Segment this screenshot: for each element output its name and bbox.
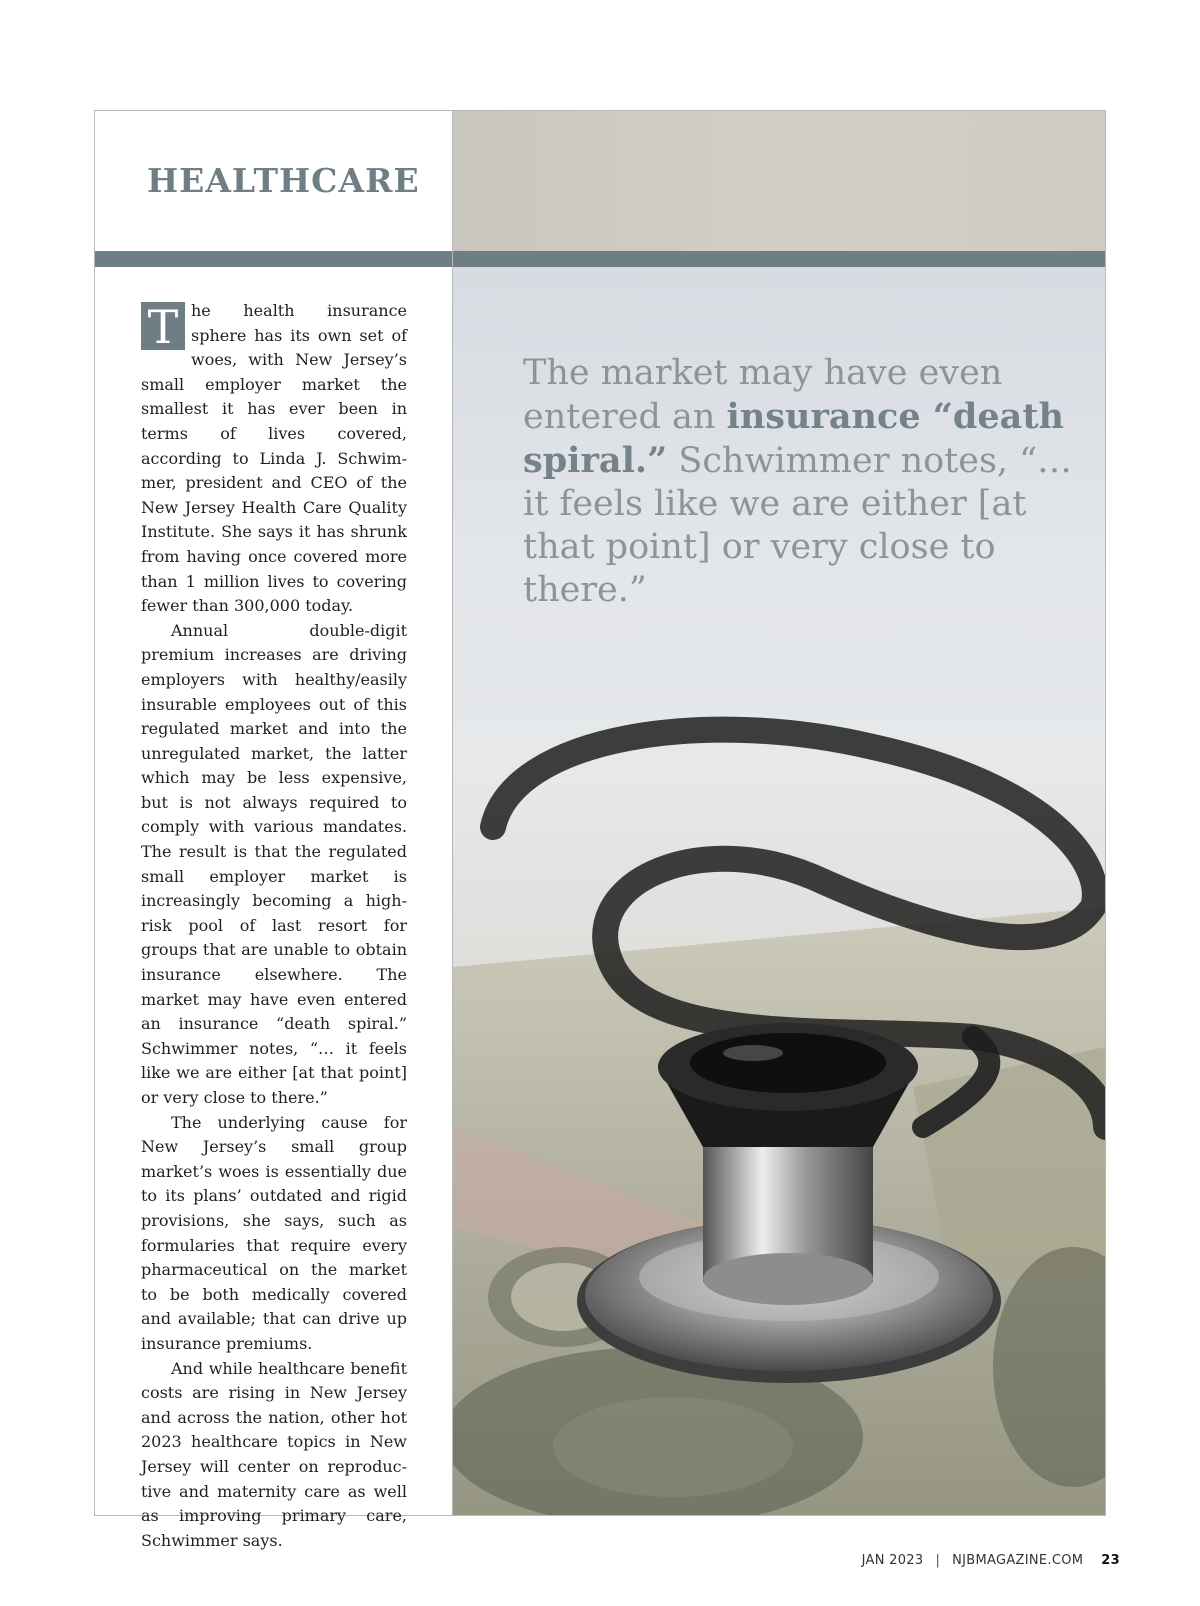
page-footer	[862, 1553, 1120, 1568]
pull-quote	[523, 352, 1083, 612]
drop-cap: T	[141, 302, 185, 350]
site-url[interactable]: NJBMAGAZINE.COM	[952, 1553, 1084, 1568]
pull-quote-tail: Schwimmer notes, “… it feels like we are either [at that point] or very close to there.”	[523, 441, 1073, 610]
issue-date: JAN 2023	[861, 1553, 924, 1568]
column-divider	[452, 111, 453, 1515]
article-paragraph: Annual double-digit premium increases are driving employers with healthy/easily insurable employees out of this regulated market and into the unregulated market, the latter which may be less expensive, but is not always required to comply with various mandates. The result is that the regulated small employer market is increasingly becoming a high-risk pool of last resort for groups that are unable to obtain insurance elsewhere. The market may have even entered an insurance “death spiral.” Schwimmer notes, “… it feels like we are either [at that point] or very close to there.”	[141, 620, 407, 1107]
section-title: HEALTHCARE	[147, 161, 420, 200]
header-band	[95, 251, 1105, 267]
stethoscope-money-photo	[453, 267, 1105, 1515]
pull-quote-lead: The market may have even entered an	[523, 353, 1003, 437]
article-paragraph	[141, 299, 407, 619]
footer-separator: |	[935, 1553, 941, 1568]
page-number: 23	[1101, 1553, 1120, 1568]
header-photo-strip	[453, 111, 1105, 251]
paragraph-text: he health insurance sphere has its own set of woes, with New Jersey’s small employer market the smallest it has ever been in terms of lives covered, according to Linda J. Schwimmer, president and CEO of the New Jersey Health Care Quality Institute. She says it has shrunk from having once covered more than 1 million lives to covering fewer than 300,000 today.	[141, 301, 407, 616]
article-paragraph: And while healthcare benefit costs are rising in New Jersey and across the nation, other hot 2023 healthcare topics in New Jersey will center on reproductive and maternity care as well as improving primary care, Schwimmer says.	[141, 1358, 407, 1550]
pull-quote-emphasis: insurance “death spiral.”	[523, 396, 1064, 481]
article-frame	[94, 110, 1106, 1550]
article-body	[141, 299, 407, 1553]
article-paragraph: The underlying cause for New Jersey’s small group market’s woes is essentially due to its plans’ outdated and rigid provisions, she says, such as formularies that require every pharmaceutical on the market to be both medically covered and available; that can drive up insurance premiums.	[141, 1112, 407, 1353]
